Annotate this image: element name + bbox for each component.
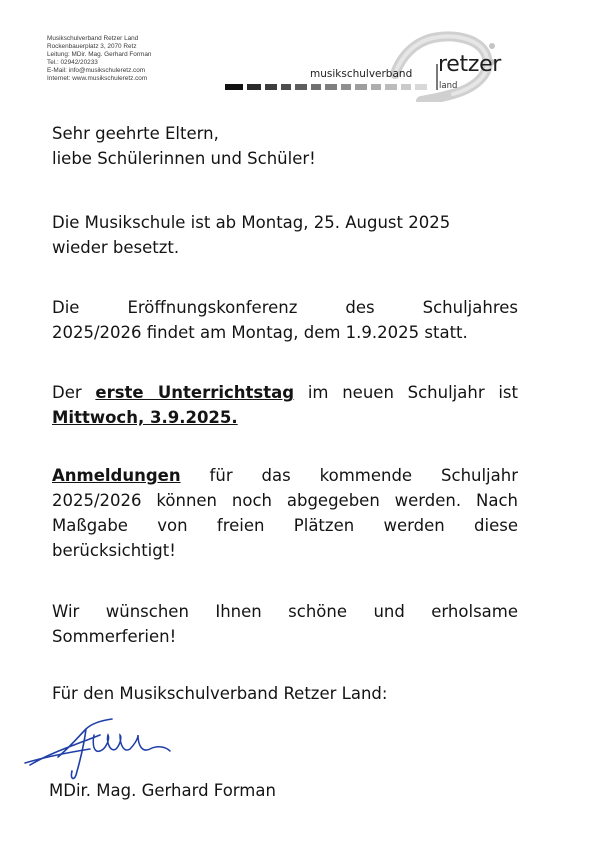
handwritten-signature bbox=[20, 705, 220, 785]
paragraph-line: Die Eröffnungskonferenz des Schuljahres bbox=[52, 298, 518, 317]
emphasis-first-lesson-day: erste Unterrichtstag bbox=[95, 383, 295, 402]
paragraph-office-open bbox=[52, 210, 518, 260]
paragraph-holiday-wishes bbox=[52, 599, 518, 649]
letterhead-line: Rockenbauerplatz 3, 2070 Retz bbox=[47, 43, 137, 51]
letterhead-line: Musikschulverband Retzer Land bbox=[47, 35, 139, 42]
emphasis-registrations: Anmeldungen bbox=[52, 466, 181, 485]
closing: Für den Musikschulverband Retzer Land: bbox=[52, 684, 388, 703]
paragraph-conference bbox=[52, 295, 518, 345]
letterhead-line: E-Mail: info@musikschuleretz.com bbox=[47, 67, 146, 75]
paragraph-line bbox=[52, 463, 518, 488]
logo-name: retzer bbox=[438, 52, 502, 77]
paragraph-line: 2025/2026 findet am Montag, dem 1.9.2025 statt. bbox=[52, 323, 468, 342]
emphasis-first-lesson-date: Mittwoch, 3.9.2025. bbox=[52, 408, 238, 427]
paragraph-line: Wir wünschen Ihnen schöne und erholsame bbox=[52, 602, 518, 621]
paragraph-line: Die Musikschule ist ab Montag, 25. August 2025 bbox=[52, 213, 451, 232]
text-run: für das kommende Schuljahr bbox=[209, 466, 518, 485]
signer-name: MDir. Mag. Gerhard Forman bbox=[49, 781, 276, 800]
text-run: Der bbox=[52, 383, 82, 402]
letterhead-address bbox=[47, 35, 151, 83]
paragraph-first-lesson bbox=[52, 380, 518, 430]
paragraph-line: 2025/2026 können noch abgegeben werden. Nach bbox=[52, 491, 518, 510]
paragraph-line: Maßgabe von freien Plätzen werden diese bbox=[52, 516, 518, 535]
paragraph-line: Sommerferien! bbox=[52, 627, 177, 646]
letterhead-line: Internet: www.musikschuleretz.com bbox=[47, 75, 148, 83]
greeting-line: Sehr geehrte Eltern, bbox=[52, 124, 219, 143]
paragraph-line: wieder besetzt. bbox=[52, 238, 180, 257]
letterhead-line: Leitung: MDir. Mag. Gerhard Forman bbox=[47, 51, 152, 59]
organization-logo bbox=[225, 22, 535, 102]
greeting-line: liebe Schülerinnen und Schüler! bbox=[52, 149, 316, 168]
paragraph-registrations bbox=[52, 463, 518, 563]
logo-suffix: land bbox=[439, 81, 458, 91]
logo-prefix: musikschulverband bbox=[310, 68, 413, 80]
text-run: im neuen Schuljahr ist bbox=[307, 383, 519, 402]
paragraph-line bbox=[52, 380, 518, 405]
paragraph-line: berücksichtigt! bbox=[52, 541, 176, 560]
greeting bbox=[52, 121, 518, 171]
letterhead-line: Tel.: 02942/20233 bbox=[47, 59, 98, 67]
